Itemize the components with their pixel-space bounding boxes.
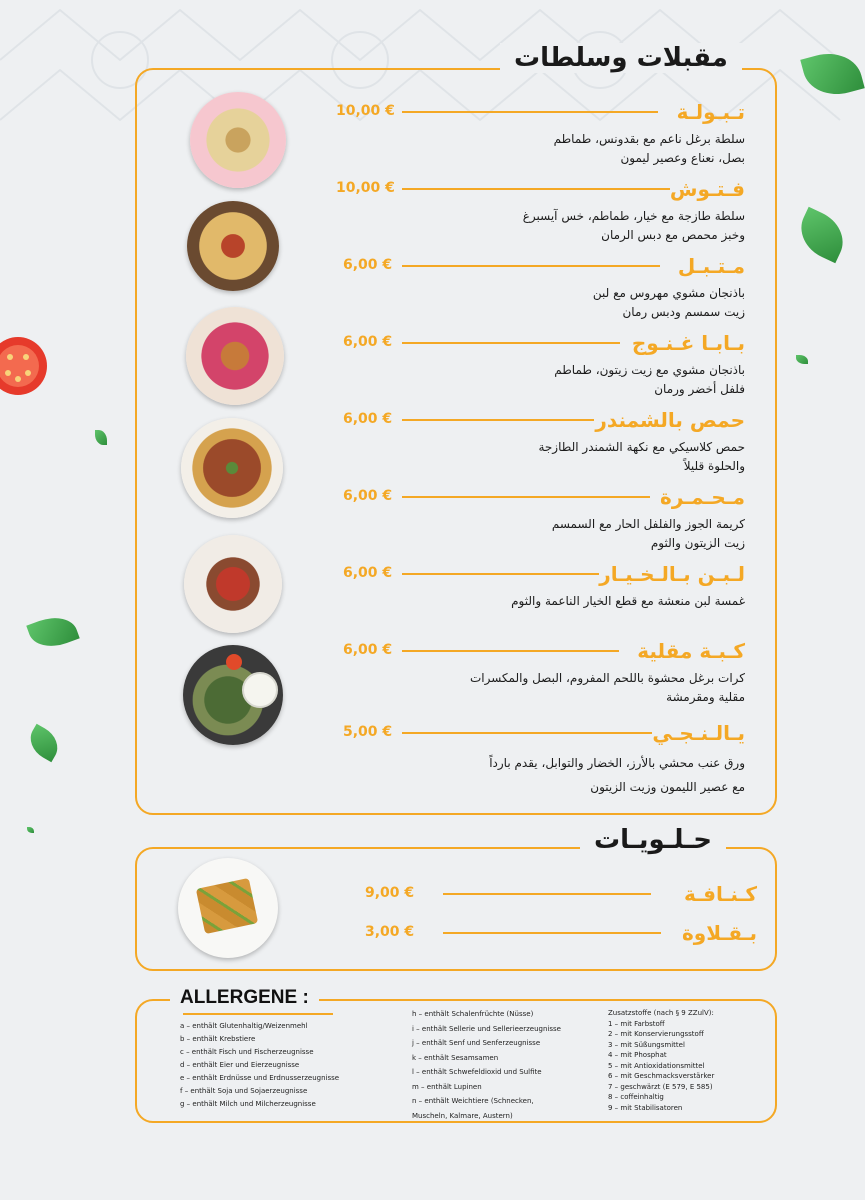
item-price: 9,00 €	[365, 885, 415, 901]
item-name: حمص بالشمندر	[595, 408, 745, 432]
item-description: ورق عنب محشي بالأرز، الخضار والتوابل، يقدم بارداً مع عصير الليمون وزيت الزيتون	[489, 756, 745, 794]
allergen-entry: a – enthält Glutenhaltig/Weizenmehl	[180, 1022, 308, 1030]
divider-line	[402, 342, 620, 344]
leaf-decoration	[26, 610, 79, 654]
item-price: 6,00 €	[343, 642, 393, 658]
desserts-title: حـلـويـات	[580, 825, 726, 855]
item-name: بـابـا غـنـوج	[631, 331, 745, 355]
labneh-cucumber-dish-image	[184, 535, 282, 633]
allergen-entry: n – enthält Weichtiere (Schnecken,	[412, 1097, 534, 1105]
additives-list	[608, 1008, 714, 1113]
divider-line	[402, 111, 658, 113]
menu-item	[325, 408, 745, 478]
item-name: تـبـولـة	[676, 100, 745, 124]
item-description: سلطة طازجة مع خيار، طماطم، خس آيسبرغ وخبز محمص مع دبس الرمان	[522, 209, 745, 242]
divider-line	[443, 893, 651, 895]
additive-entry: 6 – mit Geschmacksverstärker	[608, 1072, 715, 1080]
allergens-list-a-g	[180, 1020, 339, 1111]
item-description: غمسة لبن منعشة مع قطع الخيار الناعمة والثوم	[511, 594, 745, 608]
divider-line	[402, 188, 670, 190]
allergen-entry: c – enthält Fisch und Fischerzeugnisse	[180, 1048, 314, 1056]
tomato-slice-decoration	[0, 333, 48, 399]
item-name: يـالـنـجـي	[652, 721, 745, 745]
item-name: كـبـة مقلية	[637, 639, 745, 663]
additive-entry: 4 – mit Phosphat	[608, 1051, 667, 1059]
item-price: 6,00 €	[343, 334, 393, 350]
item-name: مـحـمـرة	[660, 485, 745, 509]
divider-line	[402, 573, 599, 575]
item-description: كرات برغل محشوة باللحم المفروم، البصل والمكسرات مقلية ومقرمشة	[469, 671, 745, 704]
divider-line	[402, 265, 660, 267]
allergen-entry: f – enthält Soja und Sojaerzeugnisse	[180, 1087, 308, 1095]
leaf-decoration	[792, 207, 852, 264]
dessert-item	[365, 921, 757, 949]
item-name: كـنـافـة	[683, 882, 757, 906]
sauce-bowl-icon	[242, 672, 278, 708]
item-price: 5,00 €	[343, 724, 393, 740]
allergen-entry: e – enthält Erdnüsse und Erdnusserzeugnisse	[180, 1074, 340, 1082]
divider-line	[402, 419, 594, 421]
allergen-entry: i – enthält Sellerie und Sellerieerzeugnisse	[412, 1024, 561, 1033]
tomato-icon	[226, 654, 242, 670]
allergen-entry: j – enthält Senf und Senferzeugnisse	[412, 1039, 541, 1047]
item-description: كريمة الجوز والفلفل الحار مع السمسم زيت الزيتون والثوم	[551, 517, 745, 550]
divider-line	[402, 496, 650, 498]
allergen-entry: h – enthält Schalenfrüchte (Nüsse)	[412, 1010, 534, 1018]
item-price: 10,00 €	[336, 103, 395, 119]
leaf-decoration	[95, 430, 107, 445]
allergens-title: ALLERGENE :	[170, 987, 319, 1009]
menu-item	[325, 177, 745, 247]
item-description: حمص كلاسيكي مع نكهة الشمندر الطازجة والحلوة قليلاً	[538, 440, 745, 473]
allergen-entry: g – enthält Milch und Milcherzeugnisse	[180, 1100, 316, 1108]
fattoush-dish-image	[187, 201, 279, 291]
additive-entry: 7 – geschwärzt (E 579, E 585)	[608, 1082, 713, 1091]
item-name: فـتـوش	[669, 177, 745, 201]
allergen-entry: m – enthält Lupinen	[412, 1082, 482, 1091]
divider-line	[443, 932, 661, 934]
menu-item	[325, 639, 745, 709]
item-name: مـتـبـل	[677, 254, 745, 278]
item-price: 6,00 €	[343, 411, 393, 427]
menu-item	[325, 485, 745, 555]
allergen-entry: b – enthält Krebstiere	[180, 1035, 256, 1043]
leaf-decoration	[24, 724, 65, 763]
moutabal-dish-image	[186, 307, 284, 405]
item-price: 6,00 €	[343, 257, 393, 273]
item-name: بـقـلاوة	[682, 921, 757, 945]
additive-entry: 3 – mit Süßungsmittel	[608, 1040, 685, 1049]
allergen-entry: l – enthält Schwefeldioxid und Sulfite	[412, 1068, 542, 1076]
item-description: باذنجان مشوي مع زيت زيتون، طماطم فلفل أخضر ورمان	[554, 363, 745, 396]
item-description: سلطة برغل ناعم مع بقدونس، طماطم بصل، نعناع وعصير ليمون	[553, 132, 745, 165]
divider-line	[402, 650, 619, 652]
allergen-entry: k – enthält Sesamsamen	[412, 1053, 499, 1062]
tabbouleh-dish-image	[190, 92, 286, 188]
item-price: 6,00 €	[343, 488, 393, 504]
additive-entry: 2 – mit Konservierungsstoff	[608, 1030, 704, 1038]
additive-entry: 9 – mit Stabilisatoren	[608, 1103, 683, 1112]
leaf-decoration	[796, 355, 808, 364]
additive-entry: 8 – coffeinhaltig	[608, 1093, 664, 1101]
allergens-title-underline	[183, 1013, 333, 1015]
dessert-item	[365, 882, 757, 910]
allergen-entry: Muscheln, Kalmare, Austern)	[412, 1111, 513, 1120]
menu-item	[325, 254, 745, 324]
item-description: باذنجان مشوي مهروس مع لبن زيت سمسم ودبس رمان	[592, 286, 745, 319]
menu-item	[325, 100, 745, 170]
menu-item	[325, 721, 745, 794]
item-price: 6,00 €	[343, 565, 393, 581]
item-price: 10,00 €	[336, 180, 395, 196]
item-price: 3,00 €	[365, 924, 415, 940]
allergens-list-h-n	[412, 1007, 561, 1123]
allergen-entry: d – enthält Eier und Eierzeugnisse	[180, 1061, 300, 1069]
hummus-beetroot-dish-image	[181, 418, 283, 518]
leaf-decoration	[27, 827, 34, 833]
menu-item	[325, 562, 745, 632]
divider-line	[402, 732, 652, 734]
additive-entry: 5 – mit Antioxidationsmittel	[608, 1061, 705, 1070]
item-name: لـبـن بـالـخـيـار	[599, 562, 745, 586]
menu-item	[325, 331, 745, 401]
additive-entry: 1 – mit Farbstoff	[608, 1019, 665, 1028]
appetizers-title: مقبلات وسلطات	[500, 43, 742, 73]
additive-entry: Zusatzstoffe (nach § 9 ZZulV):	[608, 1009, 714, 1017]
